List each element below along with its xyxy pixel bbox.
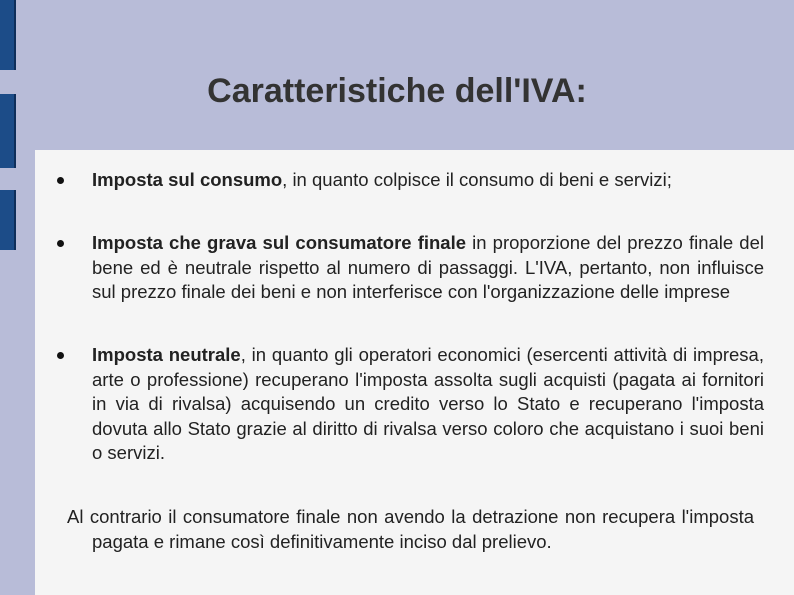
bullet-bold-text: Imposta sul consumo xyxy=(92,169,283,190)
bullet-dot-icon xyxy=(57,177,64,184)
title-area xyxy=(0,0,794,150)
bullet-text xyxy=(92,343,764,466)
bullet-bold-text: Imposta neutrale xyxy=(92,344,241,365)
bullet-body-text: , in quanto gli operatori economici (esercenti attività di impresa, arte o professione) recuperano l'imposta assolta sugli acquisti (pagata ai fornitori in via di rivalsa) acquisendo un credito verso lo Stato e recuperano l'imposta dovuta allo Stato grazie al diritto di rivalsa verso coloro che acquistano i suoi beni o servizi. xyxy=(92,344,764,463)
bullet-dot-icon xyxy=(57,240,64,247)
bullet-dot-icon xyxy=(57,352,64,359)
bullet-text xyxy=(92,231,764,305)
bullet-body-text: in proporzione del prezzo finale del bene ed è neutrale rispetto al numero di passaggi. L'IVA, pertanto, non influisce sul prezzo finale dei beni e non interferisce con l'organizzazione delle imprese xyxy=(92,232,764,302)
bullet-body-text: , in quanto colpisce il consumo di beni e servizi; xyxy=(282,169,672,190)
bullet-bold-text: Imposta che grava sul consumatore finale xyxy=(92,232,467,253)
bullet-item-neutrale xyxy=(57,343,764,466)
bullet-item-consumatore-finale xyxy=(57,231,764,305)
closing-paragraph: Al contrario il consumatore finale non avendo la detrazione non recupera l'imposta pagata e rimane così definitivamente inciso dal prelievo. xyxy=(67,506,754,552)
bullet-text xyxy=(92,168,764,193)
slide-title: Caratteristiche dell'IVA: xyxy=(207,72,587,110)
bullet-item-consumo xyxy=(57,168,764,193)
accent-bar-bottom xyxy=(0,190,16,250)
